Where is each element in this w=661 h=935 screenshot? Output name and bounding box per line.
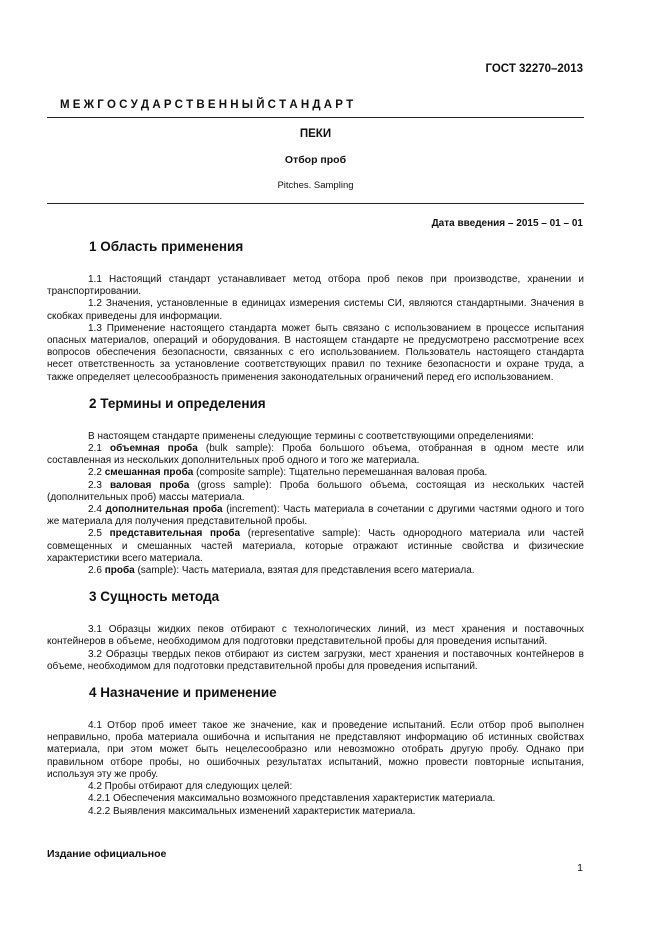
paragraph [47,528,584,565]
section [47,685,584,818]
clause-number: 2.3 [88,479,110,491]
document-title-english: Pitches. Sampling [277,180,354,191]
paragraph-text: В настоящем стандарте применены следующие термины с соответствующими определениями: [88,430,534,442]
term: представительная проба [109,528,241,540]
paragraph-text: 3.1 Образцы жидких пеков отбирают с технологических линий, из мест хранения и поставочных контейнеров в объеме, необходимом для подготовки представительной пробы для проведения испытаний. [47,624,584,648]
clause-number: 2.1 [88,443,110,455]
paragraph [47,649,584,673]
term: смешанная проба [104,467,194,479]
paragraph-text: 4.2 Пробы отбирают для следующих целей: [88,781,293,793]
paragraph [47,720,584,781]
section [47,239,584,384]
paragraph-text: 1.1 Настоящий стандарт устанавливает метод отбора проб пеков при производстве, хранении и транспортировании. [47,274,584,298]
paragraph [47,624,584,648]
paragraph-text: 4.2.2 Выявления максимальных изменений характеристик материала. [88,805,416,817]
interstate-standard-banner: М Е Ж Г О С У Д А Р С Т В Е Н Н Ы Й С Т А Н Д А Р Т [60,99,354,111]
section [47,396,584,577]
term: дополнительная проба [105,504,223,516]
introduction-date: Дата введения – 2015 – 01 – 01 [431,218,583,229]
document-title: ПЕКИ [299,128,332,140]
official-edition-label: Издание официальное [47,848,167,860]
document-subtitle: Отбор проб [284,154,347,166]
clause-number: 2.5 [88,528,110,540]
section-heading: 4 Назначение и применение [89,685,277,701]
document-body [47,239,584,830]
term: объемная проба [110,443,198,455]
paragraph-text: (representative sample): Часть однородного материала или частей совмещенных и смешанных частей материала, которые отражают истинные свойства и физические характеристики всего материала. [47,528,585,564]
paragraph [47,298,584,322]
paragraph [47,480,584,504]
paragraph [47,781,584,793]
section-heading: 1 Область применения [89,239,244,254]
paragraph [47,443,584,467]
paragraph [47,793,584,805]
section [47,589,584,673]
paragraph-text: (gross sample): Проба большого объема, состоящая из нескольких частей (дополнительных проб) массы материала. [47,479,584,503]
section-heading: 3 Сущность метода [89,589,220,605]
paragraph-text: (composite sample): Тщательно перемешанная валовая проба. [193,467,488,479]
clause-number: 2.2 [88,467,105,479]
paragraph-text: 1.3 Применение настоящего стандарта может быть связано с использованием в процессе испытания опасных материалов, операций и оборудования. В настоящем стандарте не предусмотрено рассмотрение всех вопросов обеспечения безопасности, связанных с его использованием. Пользователь настоящего стандарта несет ответственность за установление соответствующих правил по технике безопасности и охране труда, а также определяет целесообразность применения законодательных ограничений перед его использованием. [47,322,584,383]
paragraph-text: (sample): Часть материала, взятая для представления всего материала. [134,565,475,577]
paragraph [47,565,584,577]
paragraph-text: 3.2 Образцы твердых пеков отбирают из систем загрузки, мест хранения и поставочных контейнеров в объеме, необходимом для подготовки представительной пробы для проведения испытаний. [47,648,584,672]
clause-number: 2.6 [88,565,105,577]
header-rule-bottom [47,203,584,204]
paragraph [47,504,584,528]
clause-number: 2.4 [88,504,106,516]
paragraph-text: 4.1 Отбор проб имеет такое же значение, как и проведение испытаний. Если отбор проб выполнен неправильно, проба материала ошибочна и испытания не представляют информацию об истинных свойствах материала, при этом может быть нецелесообразно или невозможно отобрать другую пробу. Однако при правильном отборе пробы, но ошибочных результатах испытаний, можно провести повторные испытания, используя эту же пробу. [47,720,584,780]
paragraph [47,323,584,384]
paragraph-text: (increment): Часть материала в сочетании с другими частями одного и того же материала для получения представительной пробы. [47,504,585,528]
paragraph-text: 1.2 Значения, установленные в единицах измерения системы СИ, являются стандартными. Значения в скобках приведены для информации. [47,298,584,322]
term: валовая проба [109,479,190,491]
term: проба [104,565,135,577]
header-rule-top [47,117,584,118]
standard-number: ГОСТ 32270–2013 [485,63,583,75]
paragraph [47,274,584,298]
paragraph-text: (bulk sample): Проба большого объема, отобранная в одном месте или составленная из нескольких дополнительных проб одного и того же материала. [47,443,584,467]
paragraph [47,431,584,443]
paragraph-text: 4.2.1 Обеспечения максимально возможного представления характеристик материала. [88,793,496,805]
section-heading: 2 Термины и определения [89,395,266,411]
paragraph [47,467,584,479]
page-number: 1 [577,862,583,874]
paragraph [47,806,584,818]
